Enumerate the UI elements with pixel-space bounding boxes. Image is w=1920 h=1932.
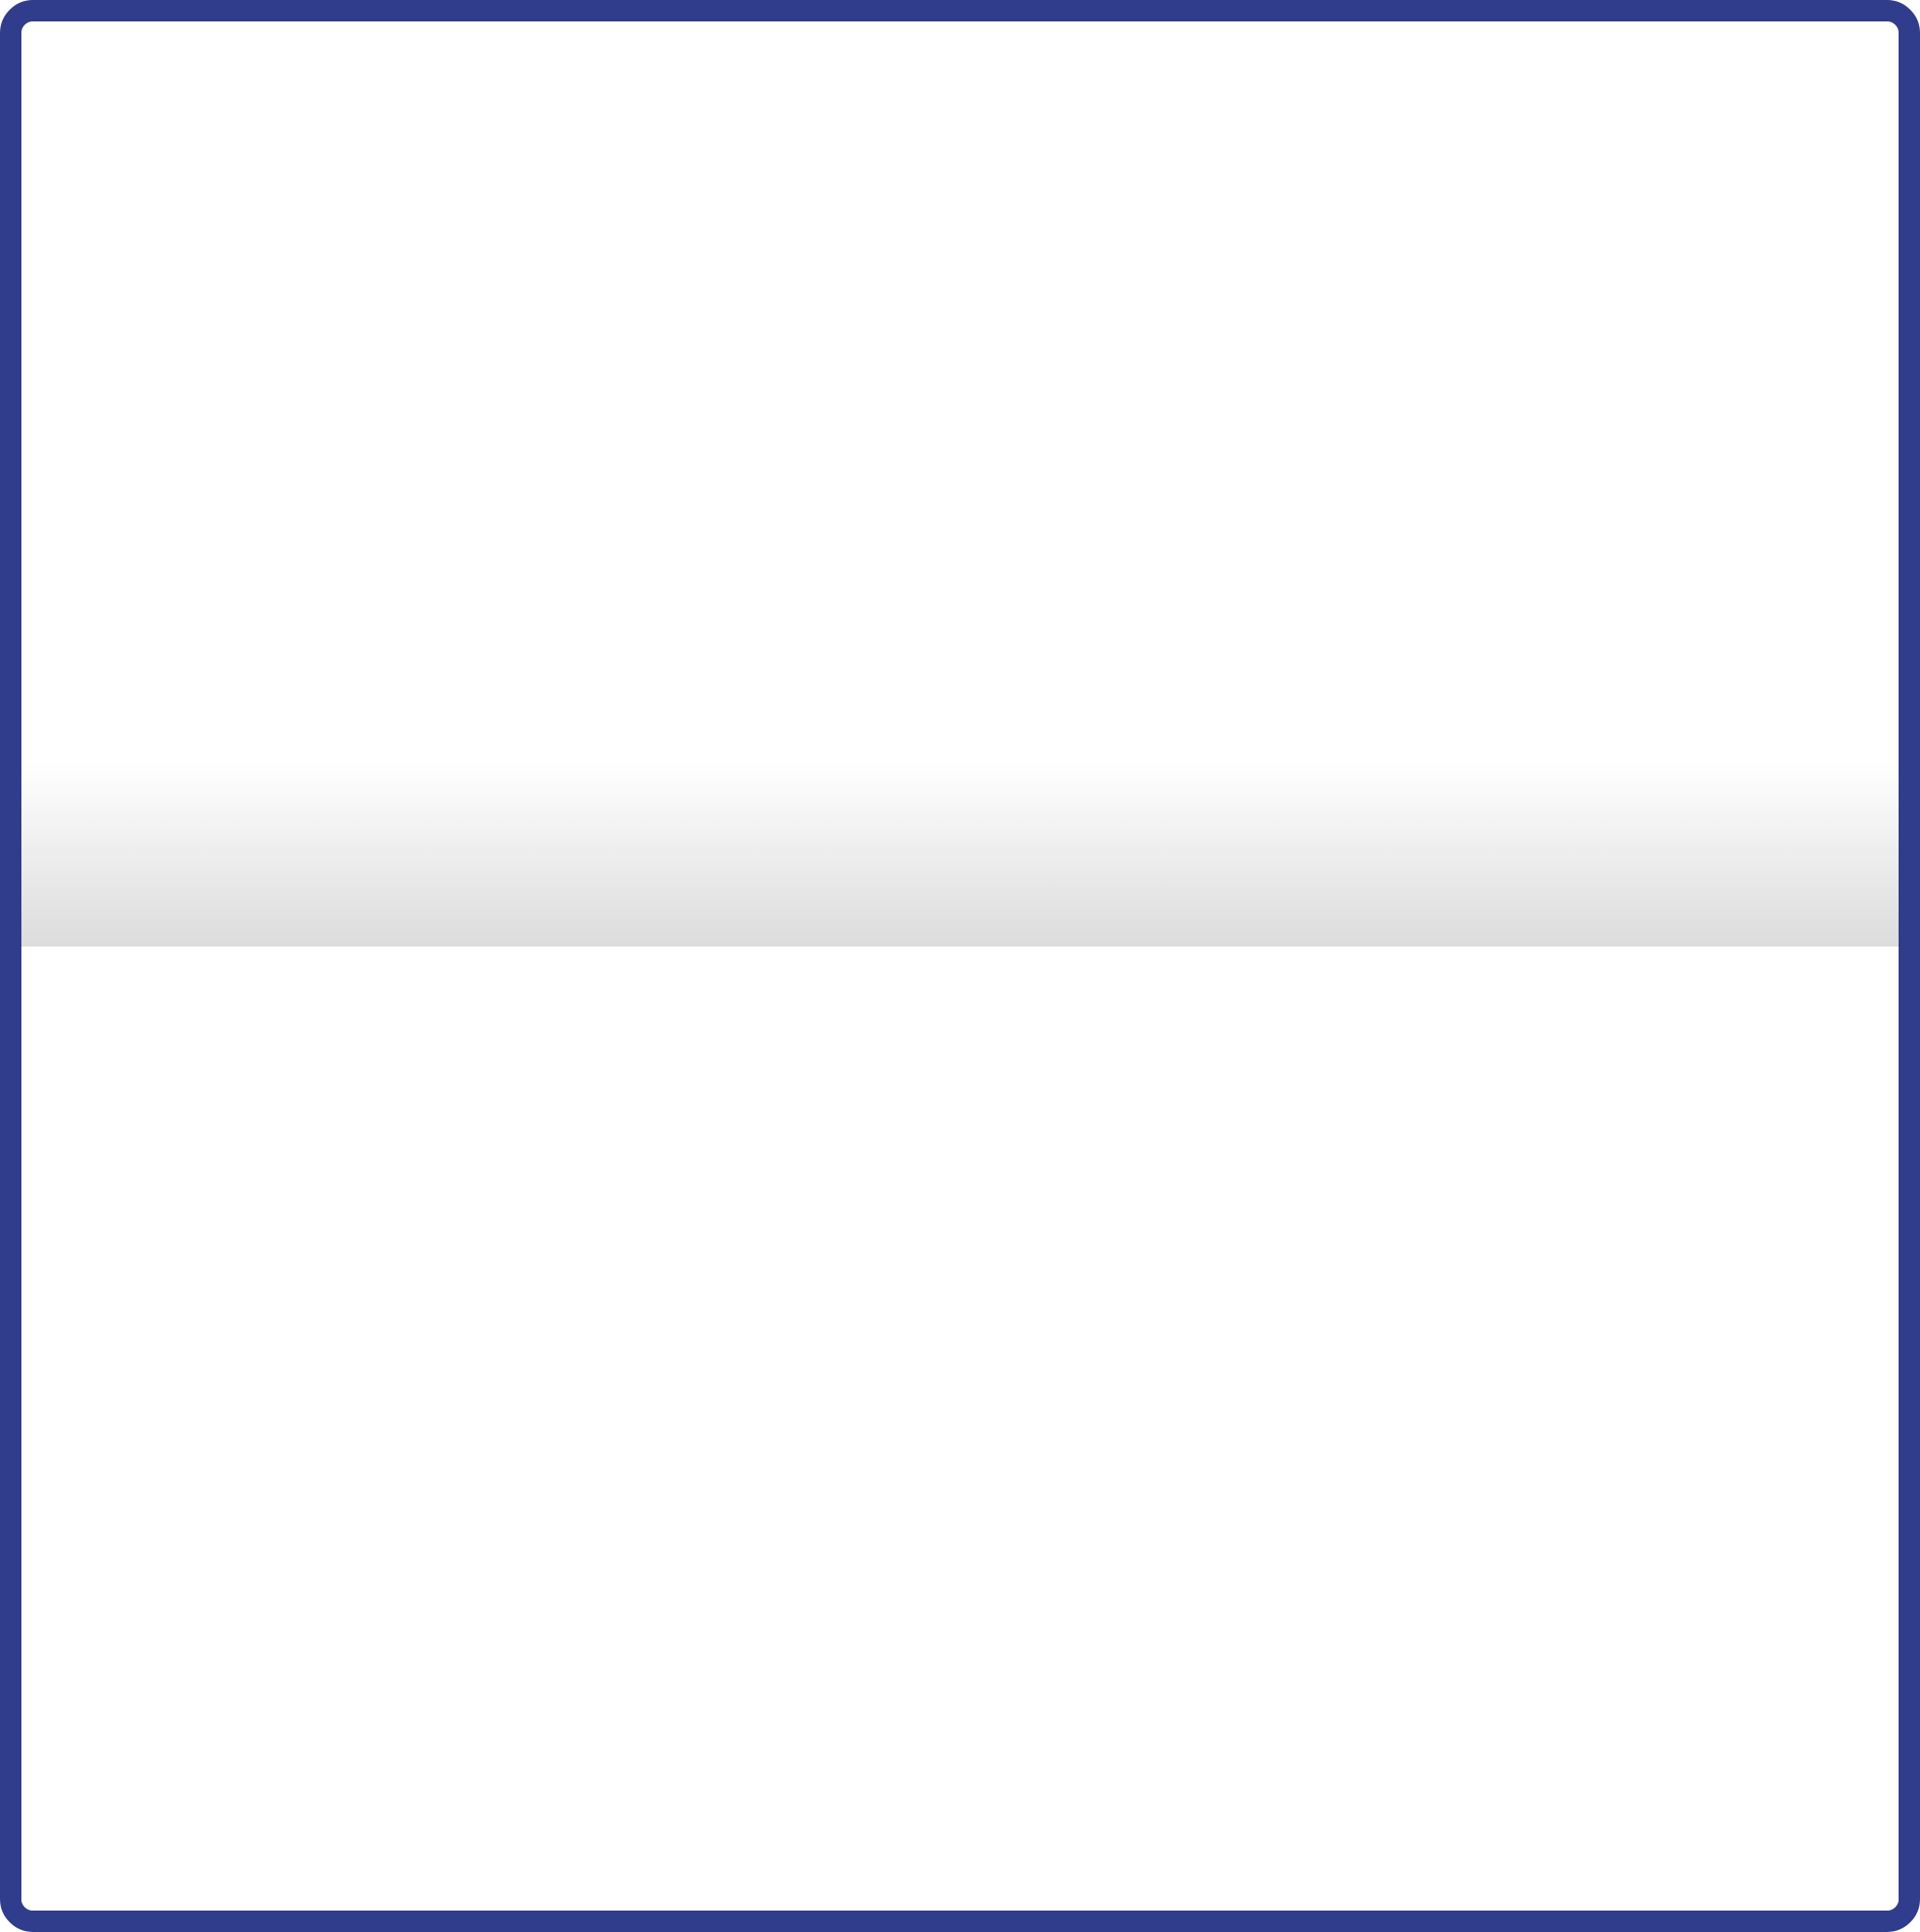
bottom-week-row: [21, 947, 1899, 1932]
top-week-row: [21, 21, 1899, 947]
month-tab-bar: [21, 1807, 1899, 1911]
